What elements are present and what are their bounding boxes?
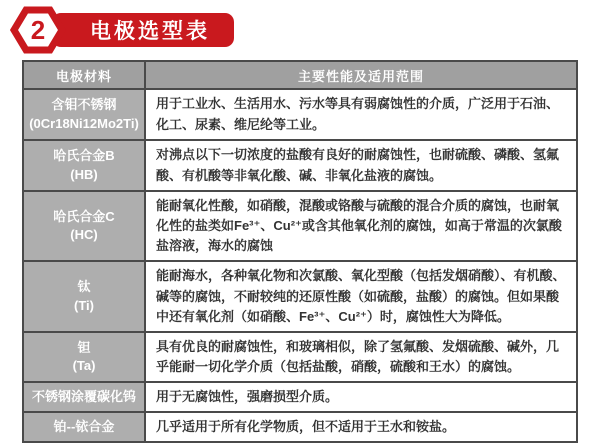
description-cell: 几乎适用于所有化学物质，但不适用于王水和铵盐。: [145, 412, 577, 442]
material-cell: [23, 412, 145, 442]
table-row: [23, 412, 577, 442]
material-cell: [23, 332, 145, 382]
material-name: 铂--铱合金: [53, 419, 115, 435]
material-name: 钛: [77, 279, 91, 295]
table-row: [23, 261, 577, 331]
description-cell: 对沸点以下一切浓度的盐酸有良好的耐腐蚀性，也耐硫酸、磷酸、氢氟酸、有机酸等非氧化酸、碱、非氧化盐液的腐蚀。: [145, 140, 577, 191]
material-cell: [23, 140, 145, 191]
table-header-row: [23, 61, 577, 89]
material-cell: [23, 191, 145, 261]
material-name: 钽: [77, 339, 91, 355]
material-sub: (0Cr18Ni12Mo2Ti): [29, 115, 139, 131]
column-header-performance: 主要性能及适用范围: [145, 61, 577, 89]
material-name: 含钼不锈钢: [51, 97, 117, 113]
page-title: 电极选型表: [52, 13, 234, 47]
material-sub: (HC): [70, 227, 98, 243]
material-sub: (Ta): [72, 357, 96, 373]
description-cell: 用于无腐蚀性，强磨损型介质。: [145, 382, 577, 412]
material-sub: (Ti): [74, 297, 94, 313]
material-name: 不锈钢涂覆碳化钨: [31, 389, 136, 405]
description-cell: 用于工业水、生活用水、污水等具有弱腐蚀性的介质，广泛用于石油、化工、尿素、维尼纶等工业。: [145, 89, 577, 140]
column-header-material: 电极材料: [23, 61, 145, 89]
table-row: [23, 89, 577, 140]
material-cell: [23, 261, 145, 331]
description-cell: 具有优良的耐腐蚀性，和玻璃相似，除了氢氟酸、发烟硫酸、碱外，几乎能耐一切化学介质（包括盐酸，硝酸，硫酸和王水）的腐蚀。: [145, 332, 577, 382]
table-row: [23, 140, 577, 191]
badge-number: 2: [30, 15, 46, 45]
material-name: 哈氏合金C: [53, 209, 115, 225]
material-sub: (HB): [70, 166, 98, 182]
material-cell: [23, 382, 145, 412]
material-cell: [23, 89, 145, 140]
description-cell: 能耐海水，各种氧化物和次氯酸、氧化型酸（包括发烟硝酸）、有机酸、碱等的腐蚀，不耐较纯的还原性酸（如硫酸，盐酸）的腐蚀。但如果酸中还有氧化剂（如硝酸、Fe³⁺、Cu²⁺）时，腐蚀性大为降低。: [145, 261, 577, 331]
electrode-selection-table: [22, 60, 578, 443]
number-badge-hexagon-icon: [10, 6, 66, 54]
page-header: [10, 6, 234, 54]
description-cell: 能耐氧化性酸，如硝酸，混酸或铬酸与硫酸的混合介质的腐蚀，也耐氧化性的盐类如Fe³⁺、Cu²⁺或含其他氧化剂的腐蚀，如高于常温的次氯酸盐溶液，海水的腐蚀: [145, 191, 577, 261]
table-row: [23, 191, 577, 261]
table-row: [23, 332, 577, 382]
table-row: [23, 382, 577, 412]
material-name: 哈氏合金B: [53, 148, 115, 164]
